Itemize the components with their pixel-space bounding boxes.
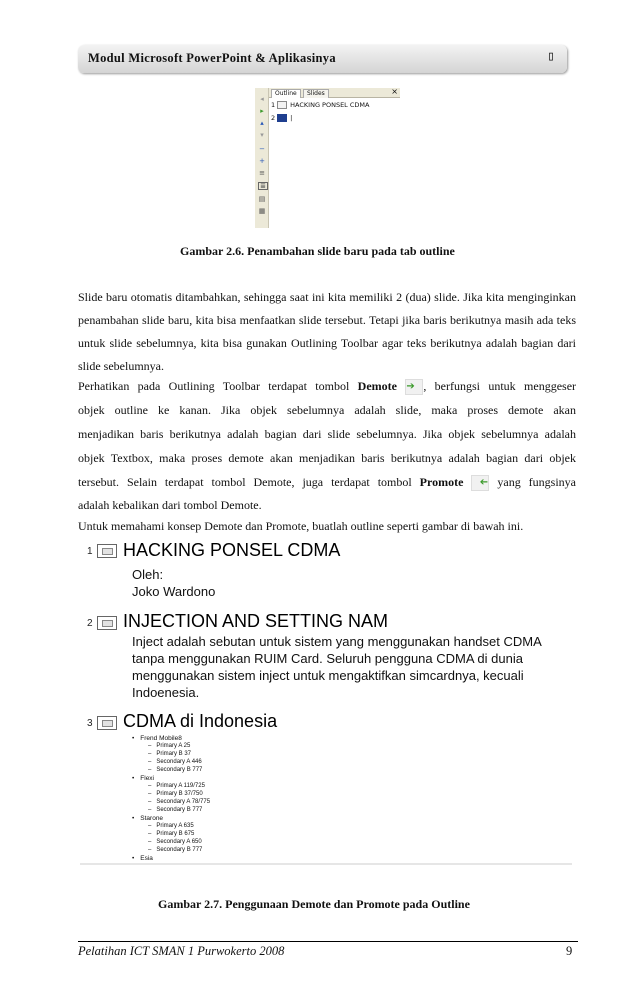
bullet-item: • Starone [132, 815, 164, 822]
expand-icon: + [259, 157, 265, 165]
paragraph-line: Untuk memahami konsep Demote dan Promote, buatlah outline seperti gambar di bawah ini. [78, 519, 524, 533]
paragraph-line: adalah kebalikan dari tombol Demote. [78, 498, 262, 512]
page-number: 9 [566, 944, 573, 958]
paragraph-line: Perhatikan pada Outlining Toolbar terdapat tombol Demote ➔ , berfungsi untuk menggeser [78, 378, 576, 394]
row-text: | [290, 114, 293, 122]
slide-title: CDMA di Indonesia [123, 711, 278, 731]
outline-panel-figure [255, 88, 400, 228]
collapse-icon: − [259, 145, 265, 153]
slide-icon [97, 544, 117, 558]
sub-bullet-item: – Primary A 119/725 [148, 783, 205, 789]
tab-slides[interactable]: Slides [303, 89, 329, 98]
paragraph: Slide baru otomatis ditambahkan, sehingga saat ini kita memiliki 2 (dua) slide. Jika kita menginginkan penambahan slide baru, kita bisa menfaatkan slide tersebut. Tetapi jika baris berikutnya masih ada teks untuk slide sebelumnya, kita bisa gunakan Outlining Toolbar agar teks berikutnya adalah bagian dari slide sebelumnya. [78, 290, 576, 373]
row-number: 1 [271, 101, 276, 109]
slide-number: 1 [87, 546, 93, 557]
outline-row[interactable] [271, 101, 369, 109]
summary-slide-icon: ▤ [258, 195, 266, 203]
figure-caption: Gambar 2.7. Penggunaan Demote dan Promote pada Outline [158, 897, 470, 911]
slide-icon [97, 716, 117, 730]
move-down-icon: ▾ [260, 131, 264, 139]
sub-bullet-item: – Secondary A 446 [148, 759, 202, 765]
paragraph-line: objek outline ke kanan. Jika objek sebelumnya adalah slide, maka proses demote akan [78, 403, 576, 417]
promote-icon: ◂ [260, 95, 264, 103]
close-icon[interactable]: × [391, 87, 398, 96]
footer-divider [78, 941, 578, 942]
slide-icon [277, 101, 287, 109]
tab-outline[interactable]: Outline [271, 89, 301, 98]
collapse-all-icon: ≡ [259, 169, 265, 177]
promote-label: Promote [419, 475, 464, 489]
show-formatting-icon: ▦ [258, 207, 266, 215]
bullet-item: • Esia [132, 855, 153, 862]
outlining-toolbar [255, 88, 269, 228]
slide-body-line: menggunakan sistem inject untuk mengaktifkan simcardnya, kecuali [132, 668, 524, 683]
header-title: Modul Microsoft PowerPoint & Aplikasinya [88, 51, 336, 65]
slide-body-line: tanpa menggunakan RUIM Card. Seluruh pengguna CDMA di dunia [132, 651, 523, 666]
paragraph-line: menjadikan baris berikutnya adalah bagian dari slide sebelumnya. Jika objek sebelumnya adalah [78, 427, 576, 441]
slide-body-line: Indoenesia. [132, 685, 200, 700]
slide-body-line: Oleh: [132, 567, 164, 582]
slide-title: HACKING PONSEL CDMA [123, 540, 341, 560]
bullet-icon: • [132, 775, 135, 782]
outline-tabs [269, 88, 400, 98]
left-arrow-icon: ➔ [471, 475, 489, 491]
sub-bullet-item: – Primary B 37 [148, 751, 192, 757]
expand-all-icon: ≣ [258, 182, 268, 190]
footer-text: Pelatihan ICT SMAN 1 Purwokerto 2008 [78, 944, 285, 958]
outline-example-figure [80, 538, 572, 865]
slide-icon [277, 114, 287, 122]
bullet-item: • Flexi [132, 775, 155, 782]
sub-bullet-item: – Secondary B 777 [148, 807, 203, 813]
row-text: HACKING PONSEL CDMA [290, 101, 370, 109]
sub-bullet-item: – Secondary A 650 [148, 839, 202, 845]
paragraph-line: tersebut. Selain terdapat tombol Demote, juga terdapat tombol Promote ➔ yang fungsinya [78, 474, 576, 490]
slide-body-line: Joko Wardono [132, 584, 216, 599]
header-glyph: ▯ [547, 49, 555, 64]
slide-icon [97, 616, 117, 630]
slide-body-line: Inject adalah sebutan untuk sistem yang menggunakan handset CDMA [132, 634, 542, 649]
right-arrow-icon: ➔ [405, 379, 423, 395]
slide-number: 2 [87, 618, 93, 629]
bullet-icon: • [132, 855, 135, 862]
paragraph-line: objek Textbox, maka proses demote akan menjadikan baris berikutnya adalah bagian dari objek [78, 451, 576, 465]
sub-bullet-item: – Secondary B 777 [148, 847, 203, 853]
figure-caption: Gambar 2.6. Penambahan slide baru pada tab outline [180, 244, 455, 258]
sub-bullet-item: – Secondary B 777 [148, 767, 203, 773]
sub-bullet-item: – Primary B 37/750 [148, 791, 203, 797]
row-number: 2 [271, 114, 276, 122]
sub-bullet-item: – Primary A 635 [148, 823, 194, 829]
page-header [78, 45, 567, 73]
slide-title: INJECTION AND SETTING NAM [123, 611, 389, 631]
demote-icon: ▸ [260, 107, 264, 115]
move-up-icon: ▴ [260, 119, 264, 127]
slide-number: 3 [87, 718, 93, 729]
sub-bullet-item: – Primary B 675 [148, 831, 195, 837]
sub-bullet-item: – Primary A 25 [148, 743, 191, 749]
demote-label: Demote [357, 379, 397, 393]
sub-bullet-item: – Secondary A 78/775 [148, 799, 211, 805]
bullet-item: • Frend Mobile8 [132, 735, 182, 742]
outline-row[interactable] [271, 114, 292, 122]
bullet-icon: • [132, 815, 135, 822]
bullet-icon: • [132, 735, 135, 742]
